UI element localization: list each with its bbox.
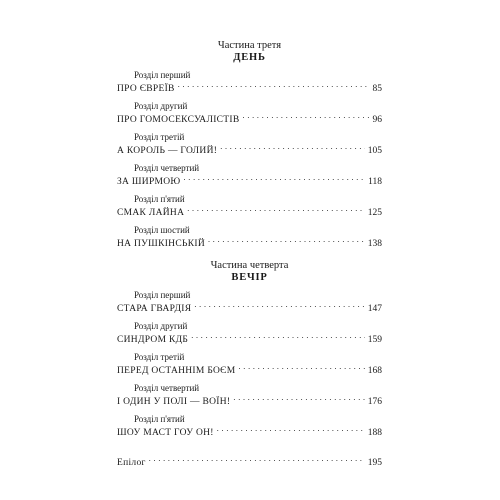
chapter-title: І ОДИН У ПОЛІ — ВОЇН!: [117, 397, 231, 407]
epilog-title: Епілог: [117, 458, 146, 468]
dot-leader: [233, 394, 364, 404]
part-heading: [117, 40, 382, 64]
toc-line: [117, 143, 382, 157]
chapter-title: НА ПУШКІНСЬКІЙ: [117, 239, 205, 249]
chapter-label: Розділ третій: [134, 352, 185, 362]
chapter-title: СМАК ЛАЙНА: [117, 208, 185, 218]
toc-line: [117, 332, 382, 346]
toc-entry: [117, 413, 382, 439]
page-number: 125: [367, 208, 382, 218]
toc-entry: [117, 382, 382, 408]
chapter-title: СТАРА ГВАРДІЯ: [117, 304, 192, 314]
toc-line: [117, 363, 382, 377]
chapter-label: Розділ перший: [134, 70, 191, 80]
chapter-title: СИНДРОМ КДБ: [117, 335, 189, 345]
epilog-entry: [117, 455, 382, 469]
toc-line: [117, 81, 382, 95]
chapter-label: Розділ шостий: [134, 225, 190, 235]
chapter-title: ЗА ШИРМОЮ: [117, 177, 181, 187]
page-number: 96: [372, 115, 382, 125]
part-heading: [117, 260, 382, 284]
toc-line: [117, 112, 382, 126]
page-number: 159: [367, 335, 382, 345]
page-number: 168: [367, 366, 382, 376]
toc-entry: [117, 224, 382, 250]
dot-leader: [194, 301, 364, 311]
part-label: Частина третя: [217, 40, 282, 51]
page-number: 118: [368, 177, 382, 187]
part-separator: [117, 250, 382, 260]
dot-leader: [217, 425, 365, 435]
toc-entry: [117, 193, 382, 219]
toc-line: [117, 174, 382, 188]
dot-leader: [178, 81, 370, 91]
page-number: 138: [367, 239, 382, 249]
chapter-label: Розділ третій: [134, 132, 185, 142]
part-title: ДЕНЬ: [233, 52, 266, 63]
toc-entry: [117, 351, 382, 377]
chapter-label: Розділ другий: [134, 101, 188, 111]
chapter-label: Розділ четвертий: [134, 383, 200, 393]
dot-leader: [243, 112, 370, 122]
dot-leader: [187, 205, 365, 215]
dot-leader: [220, 143, 365, 153]
chapter-label: Розділ п'ятий: [134, 414, 185, 424]
chapter-title: ПРО ГОМОСЕКСУАЛІСТІВ: [117, 115, 240, 125]
chapter-label: Розділ четвертий: [134, 163, 200, 173]
toc-entry: [117, 320, 382, 346]
chapter-title: ПЕРЕД ОСТАННІМ БОЄМ: [117, 366, 236, 376]
toc-entry: [117, 162, 382, 188]
dot-leader: [184, 174, 366, 184]
toc-entry: [117, 131, 382, 157]
toc-line: [117, 425, 382, 439]
page-number: 195: [367, 458, 382, 468]
page-number: 105: [367, 146, 382, 156]
chapter-label: Розділ другий: [134, 321, 188, 331]
page-number: 188: [367, 428, 382, 438]
page-number: 147: [367, 304, 382, 314]
page-number: 176: [367, 397, 382, 407]
dot-leader: [208, 236, 365, 246]
chapter-title: А КОРОЛЬ — ГОЛИЙ!: [117, 146, 218, 156]
chapter-label: Розділ перший: [134, 290, 191, 300]
chapter-title: ПРО ЄВРЕЇВ: [117, 84, 175, 94]
table-of-contents: [117, 40, 382, 469]
part-title: ВЕЧІР: [231, 272, 268, 283]
toc-entry: [117, 69, 382, 95]
chapter-title: ШОУ МАСТ ГОУ ОН!: [117, 428, 214, 438]
toc-line: [117, 205, 382, 219]
toc-entry: [117, 289, 382, 315]
dot-leader: [191, 332, 365, 342]
dot-leader: [239, 363, 365, 373]
toc-line: [117, 236, 382, 250]
toc-line: [117, 394, 382, 408]
toc-line: [117, 301, 382, 315]
part-label: Частина четверта: [210, 260, 289, 271]
chapter-label: Розділ п'ятий: [134, 194, 185, 204]
part-four: [117, 260, 382, 439]
page-number: 85: [372, 84, 382, 94]
toc-entry: [117, 100, 382, 126]
part-three: [117, 40, 382, 250]
dot-leader: [149, 455, 365, 465]
